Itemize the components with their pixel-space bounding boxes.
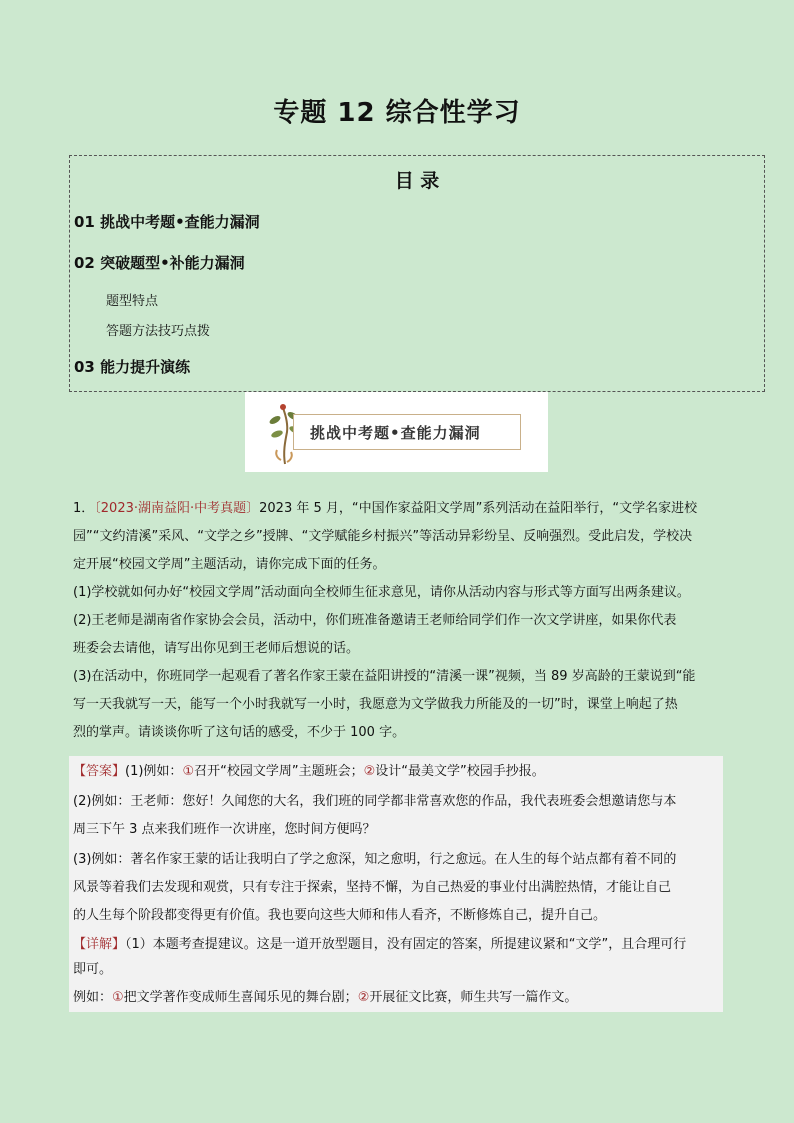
answer-line-1 bbox=[73, 760, 545, 779]
banner-label-box bbox=[293, 414, 521, 450]
question-number: 1． bbox=[73, 501, 95, 516]
detail-line-2: 即可。 bbox=[73, 962, 113, 977]
page-title: 专题 12 综合性学习 bbox=[273, 98, 521, 128]
question-part-3: (3)在活动中，你班同学一起观看了著名作家王蒙在益阳讲授的“清溪一课”视频，当 89 岁高龄的王蒙说到“能 bbox=[73, 669, 696, 684]
toc-subitem-1[interactable]: 题型特点 bbox=[106, 294, 159, 309]
answer-part: (1)例如： bbox=[125, 764, 183, 779]
toc-item-1[interactable]: 01 挑战中考题•查能力漏洞 bbox=[74, 213, 260, 231]
question-text: 2023 年 5 月，“中国作家益阳文学周”系列活动在益阳举行，“文学名家进校 bbox=[259, 501, 698, 516]
answer-line-4: (3)例如：著名作家王蒙的话让我明白了学之愈深，知之愈明，行之愈远。在人生的每个站点都有着不同的 bbox=[73, 852, 677, 867]
detail-line-3 bbox=[73, 986, 577, 1005]
detail-text: （1）本题考查提建议。这是一道开放型题目，没有固定的答案，所提建议紧和“文学”，且合理可行 bbox=[125, 937, 687, 952]
answer-part: 设计“最美文学”校园手抄报。 bbox=[375, 764, 545, 779]
question-line-3: 定开展“校园文学周”主题活动，请你完成下面的任务。 bbox=[73, 557, 386, 572]
toc-item-3[interactable]: 03 能力提升演练 bbox=[74, 358, 191, 376]
section-banner bbox=[245, 392, 548, 472]
circled-number: ② bbox=[357, 990, 370, 1005]
question-part-3-end: 烈的掌声。请谈谈你听了这句话的感受，不少于 100 字。 bbox=[73, 725, 406, 740]
detail-text: 把文学著作变成师生喜闻乐见的舞台剧； bbox=[123, 990, 358, 1005]
question-part-2: (2)王老师是湖南省作家协会会员，活动中，你们班准备邀请王老师给同学们作一次文学讲座，如果你代表 bbox=[73, 613, 677, 628]
toc-item-2[interactable]: 02 突破题型•补能力漏洞 bbox=[74, 254, 245, 272]
answer-block bbox=[69, 756, 723, 1012]
detail-line-1 bbox=[73, 933, 686, 952]
table-of-contents bbox=[69, 155, 765, 392]
question-part-2-cont: 班委会去请他，请写出你见到王老师后想说的话。 bbox=[73, 641, 360, 656]
answer-line-5: 风景等着我们去发现和观赏，只有专注于探索，坚持不懈，为自己热爱的事业付出满腔热情，才能让自己 bbox=[73, 880, 672, 895]
toc-heading: 目 录 bbox=[394, 170, 440, 192]
question-source: 〔2023·湖南益阳·中考真题〕 bbox=[94, 501, 260, 516]
answer-line-2: (2)例如：王老师：您好！久闻您的大名，我们班的同学都非常喜欢您的作品，我代表班委会想邀请您与本 bbox=[73, 794, 677, 809]
detail-text: 开展征文比赛，师生共写一篇作文。 bbox=[369, 990, 578, 1005]
circled-number: ② bbox=[363, 764, 376, 779]
answer-tag: 【答案】 bbox=[73, 764, 126, 779]
banner-label: 挑战中考题•查能力漏洞 bbox=[310, 424, 481, 442]
question-line-1 bbox=[73, 495, 733, 523]
detail-tag: 【详解】 bbox=[73, 937, 126, 952]
answer-line-6: 的人生每个阶段都变得更有价值。我也要向这些大师和伟人看齐，不断修炼自己，提升自己。 bbox=[73, 908, 607, 923]
toc-subitem-2[interactable]: 答题方法技巧点拨 bbox=[106, 324, 211, 339]
circled-number: ① bbox=[182, 764, 195, 779]
circled-number: ① bbox=[112, 990, 124, 1005]
answer-line-3: 周三下午 3 点来我们班作一次讲座，您时间方便吗？ bbox=[73, 822, 376, 837]
question-part-1: (1)学校就如何办好“校园文学周”活动面向全校师生征求意见，请你从活动内容与形式等方面写出两条建议。 bbox=[73, 585, 690, 600]
question-part-3-cont: 写一天我就写一天，能写一个小时我就写一小时，我愿意为文学做我力所能及的一切”时，课堂上响起了热 bbox=[73, 697, 678, 712]
answer-part: 召开“校园文学周”主题班会； bbox=[194, 764, 364, 779]
question-line-2: 园”“文约清溪”采风、“文学之乡”授牌、“文学赋能乡村振兴”等活动异彩纷呈、反响强烈。受此启发，学校决 bbox=[73, 529, 693, 544]
detail-text: 例如： bbox=[73, 990, 113, 1005]
